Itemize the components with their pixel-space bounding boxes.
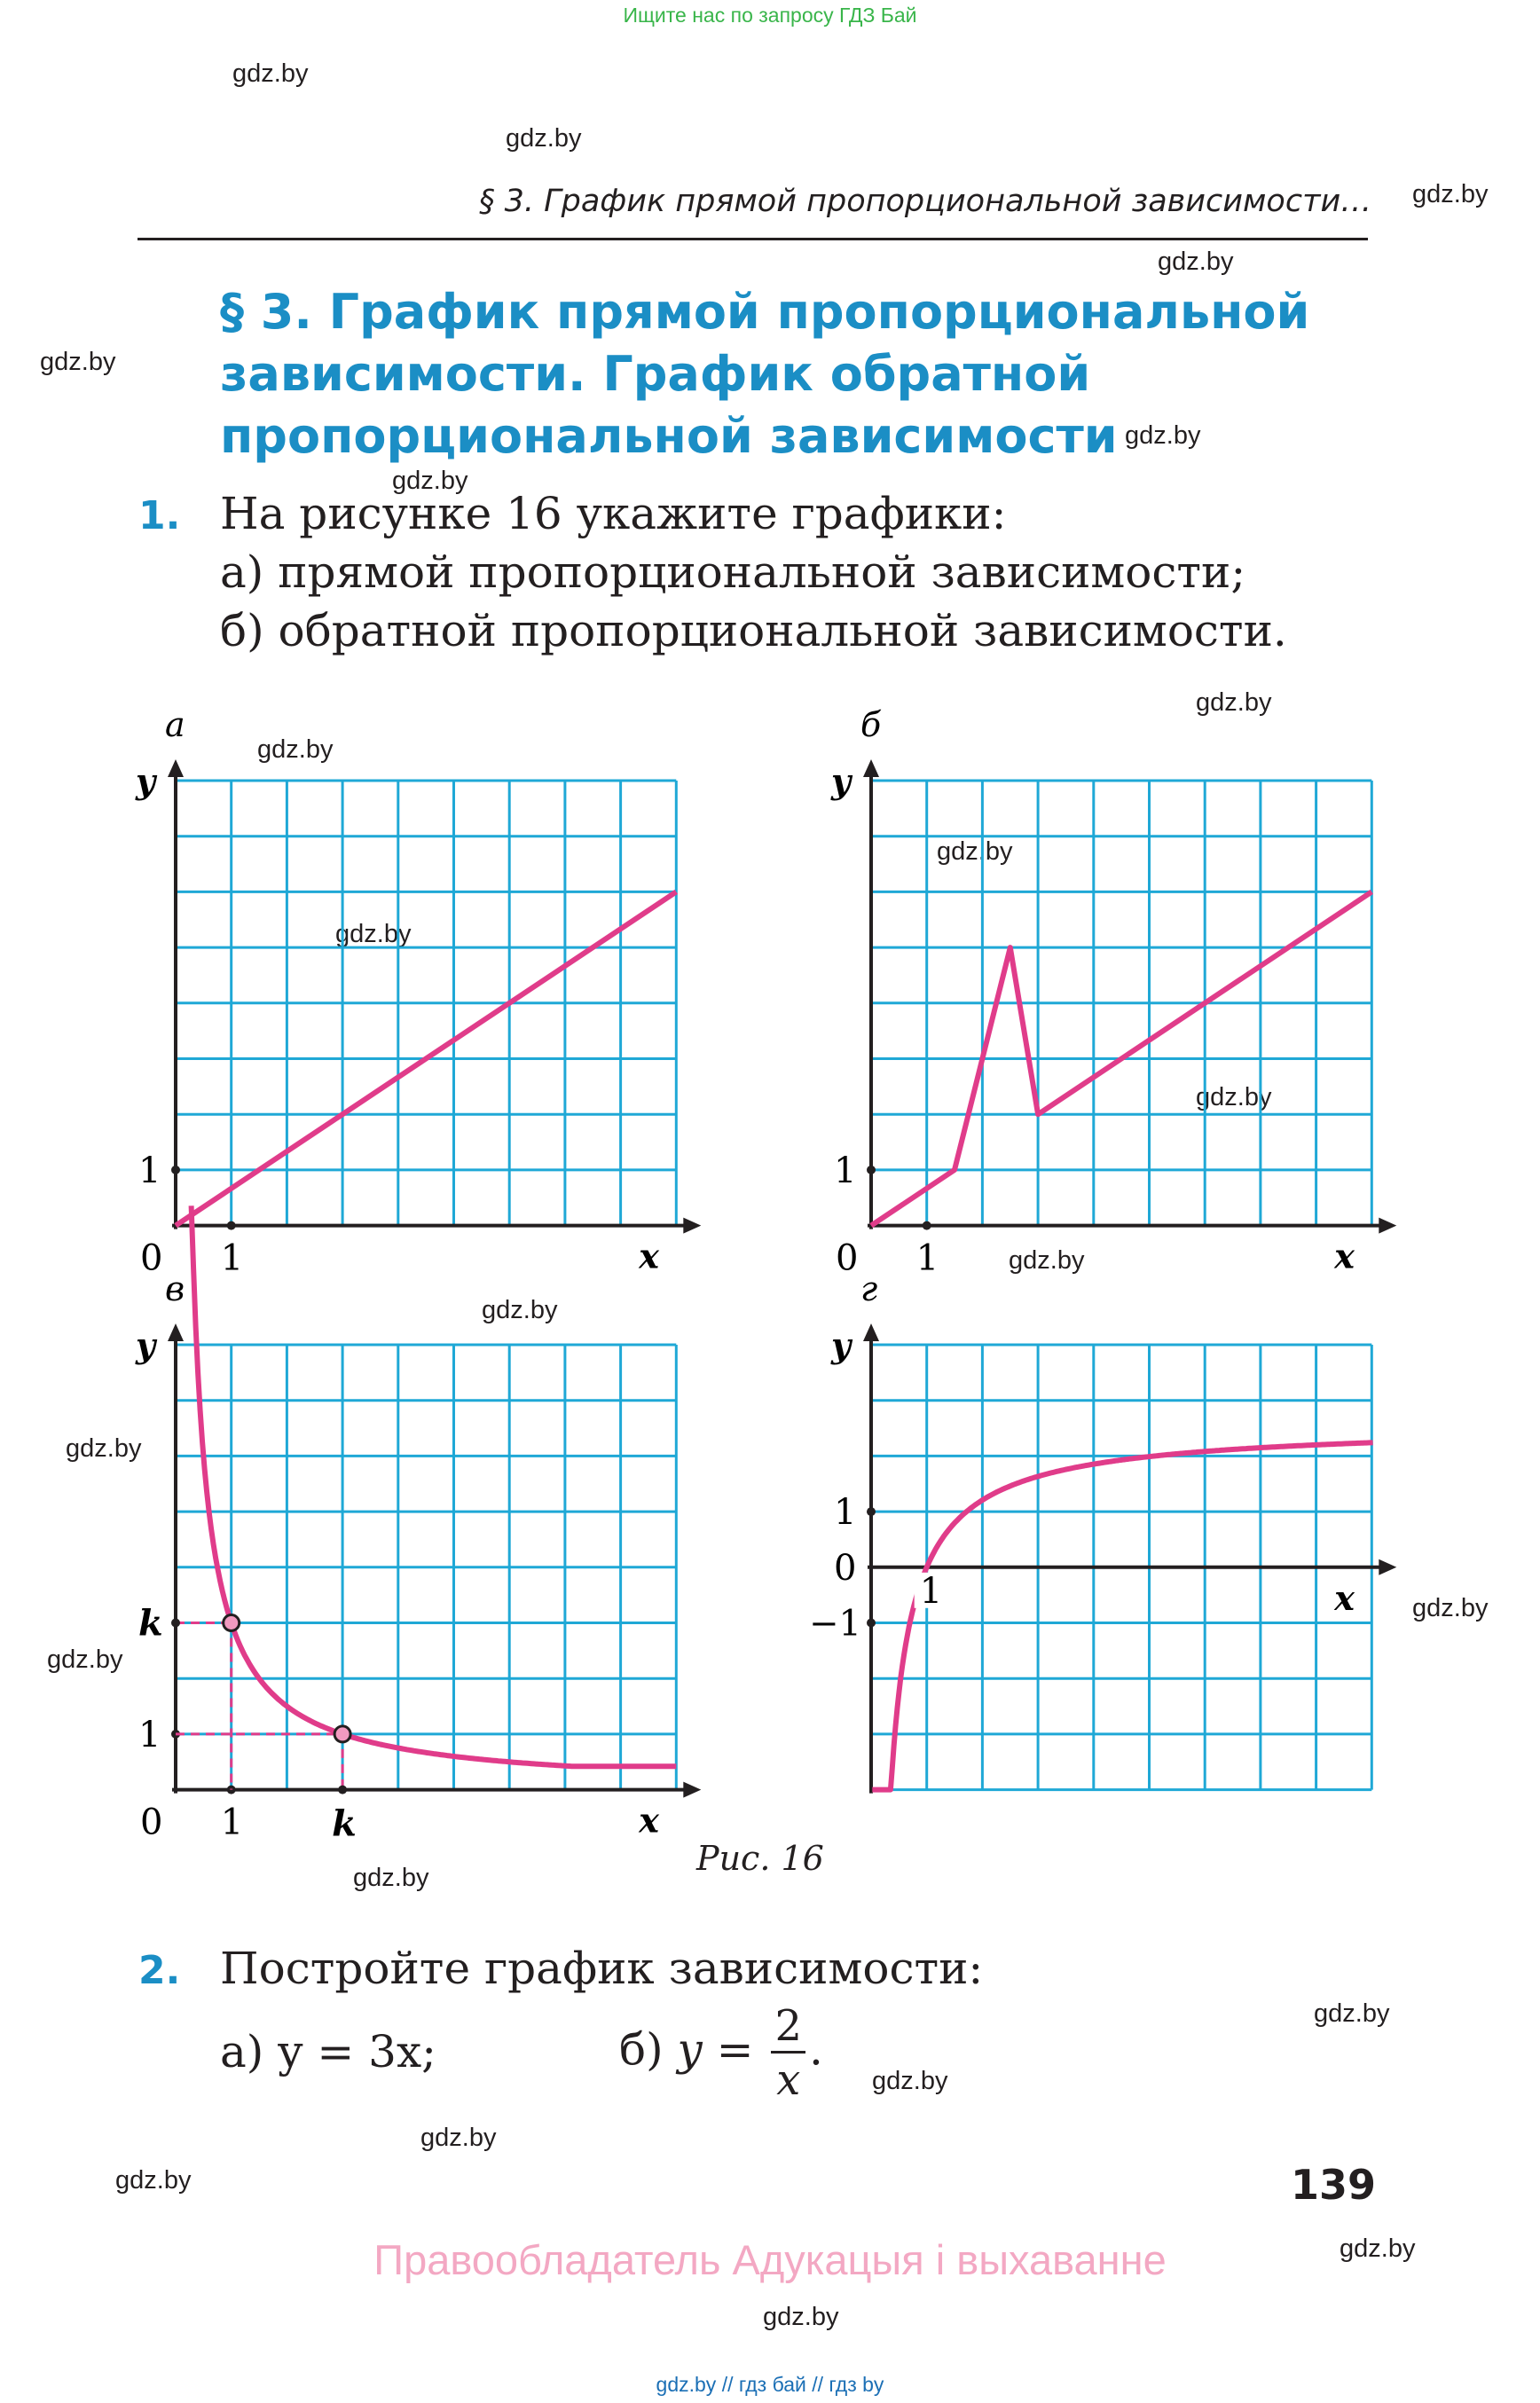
task-1-line-3: б) обратной пропорциональной зависимости. <box>220 605 1287 656</box>
footer-links: gdz.by // гдз бай // гдз by <box>656 2373 884 2396</box>
origin-label: 0 <box>140 1802 163 1843</box>
section-title-line-3: пропорциональной зависимости <box>220 408 1118 464</box>
watermark: gdz.by <box>47 1645 123 1674</box>
task-2-number: 2. <box>138 1948 181 1993</box>
y-tick-dot <box>171 1619 180 1628</box>
copyright-notice: Правообладатель Адукацыя і выхаванне <box>373 2236 1167 2283</box>
panel-letter: а <box>165 705 185 744</box>
watermark: gdz.by <box>335 920 412 948</box>
y-tick-label: 1 <box>138 1714 161 1755</box>
marked-point <box>334 1726 350 1742</box>
function-curve <box>872 1442 1372 1789</box>
y-axis-label: y <box>831 1325 852 1365</box>
x-axis-label: x <box>1334 1577 1355 1618</box>
y-tick-label: −1 <box>809 1603 861 1645</box>
x-axis-label: x <box>639 1236 659 1276</box>
watermark: gdz.by <box>482 1296 558 1324</box>
watermark: gdz.by <box>763 2303 839 2331</box>
x-axis-label: x <box>1334 1236 1355 1276</box>
y-tick-label: 1 <box>834 1150 857 1191</box>
marked-point <box>224 1615 240 1631</box>
fraction-denominator: x <box>776 2055 801 2105</box>
x-axis-arrow <box>683 1218 701 1234</box>
origin-label: 0 <box>834 1547 857 1589</box>
watermark: gdz.by <box>40 348 116 376</box>
section-title-line-1: § 3. График прямой пропорциональной <box>220 284 1310 340</box>
watermark: gdz.by <box>1314 1999 1390 2028</box>
graph-panel-a <box>135 705 701 1279</box>
watermark: gdz.by <box>1196 688 1272 717</box>
part-b-prefix: б) <box>619 2023 678 2076</box>
x-axis-arrow <box>683 1782 701 1798</box>
graph-panel-v <box>135 1205 701 1844</box>
watermark: gdz.by <box>392 467 468 495</box>
watermark: gdz.by <box>66 1434 142 1463</box>
y-axis-label: y <box>136 761 156 801</box>
y-axis-arrow <box>168 1323 184 1341</box>
page-number: 139 <box>1291 2161 1377 2209</box>
fraction-numerator: 2 <box>771 2005 805 2054</box>
x-axis-arrow <box>1379 1218 1396 1234</box>
watermark: gdz.by <box>937 837 1013 866</box>
task-1-line-1: На рисунке 16 укажите графики: <box>220 488 1007 539</box>
task-2-line-1: Постройте график зависимости: <box>220 1943 984 1994</box>
x-axis-label: x <box>639 1800 659 1841</box>
panel-letter: б <box>860 705 882 744</box>
part-b-equals: = <box>702 2023 768 2076</box>
graph-panel-b <box>830 705 1396 1279</box>
watermark: gdz.by <box>1196 1083 1272 1111</box>
y-axis-arrow <box>863 1323 879 1341</box>
y-axis-arrow <box>168 759 184 777</box>
header-rule <box>138 238 1368 240</box>
part-b-end: . <box>809 2023 823 2076</box>
y-tick-dot <box>867 1619 876 1628</box>
y-tick-dot <box>867 1166 876 1174</box>
origin-label: 0 <box>140 1237 163 1279</box>
y-tick-dot <box>867 1507 876 1516</box>
y-tick-label: 1 <box>138 1150 161 1191</box>
task-2-part-a: а) y = 3x; <box>220 2026 436 2077</box>
watermark: gdz.by <box>1412 1594 1489 1622</box>
watermark: gdz.by <box>1009 1246 1085 1275</box>
graph-panel-g <box>809 1269 1396 1794</box>
part-b-variable: y <box>677 2023 703 2076</box>
fraction <box>771 2001 805 2105</box>
x-axis-arrow <box>1379 1559 1396 1575</box>
task-1-number: 1. <box>138 493 181 538</box>
x-tick-label: 1 <box>919 1570 943 1612</box>
x-tick-dot <box>923 1221 931 1230</box>
running-header: § 3. График прямой пропорциональной зависимости… <box>479 184 1372 219</box>
watermark: gdz.by <box>506 124 582 153</box>
origin-label: 0 <box>836 1237 859 1279</box>
x-tick-dot <box>227 1221 236 1230</box>
figure-caption: Рис. 16 <box>696 1839 824 1878</box>
watermark: gdz.by <box>115 2166 192 2195</box>
y-tick-dot <box>171 1166 180 1174</box>
panel-letter: г <box>860 1269 878 1308</box>
x-tick-dot <box>338 1786 347 1794</box>
y-tick-label-k: k <box>138 1602 163 1645</box>
watermark: gdz.by <box>1412 180 1489 208</box>
y-axis-label: y <box>136 1325 156 1365</box>
x-tick-label: 1 <box>220 1237 244 1279</box>
watermark: gdz.by <box>353 1864 429 1892</box>
watermark: gdz.by <box>232 59 309 88</box>
y-tick-label: 1 <box>834 1492 857 1534</box>
watermark: gdz.by <box>1158 247 1234 276</box>
watermark: gdz.by <box>420 2124 497 2152</box>
x-tick-label: 1 <box>915 1237 939 1279</box>
y-axis-arrow <box>863 759 879 777</box>
task-2-part-b <box>619 2001 823 2105</box>
watermark: gdz.by <box>872 2067 948 2095</box>
watermark: gdz.by <box>1125 421 1201 450</box>
top-banner: Ищите нас по запросу ГДЗ Бай <box>623 4 917 27</box>
panel-letter: в <box>165 1269 185 1308</box>
x-tick-label-k: k <box>332 1802 357 1845</box>
figure-16 <box>0 692 1540 1845</box>
y-axis-label: y <box>831 761 852 801</box>
function-curve <box>192 1205 677 1766</box>
task-1-line-2: а) прямой пропорциональной зависимости; <box>220 546 1246 598</box>
x-tick-label: 1 <box>220 1802 244 1843</box>
watermark: gdz.by <box>257 735 334 764</box>
watermark: gdz.by <box>1340 2234 1416 2263</box>
section-title-line-2: зависимости. График обратной <box>220 346 1091 402</box>
